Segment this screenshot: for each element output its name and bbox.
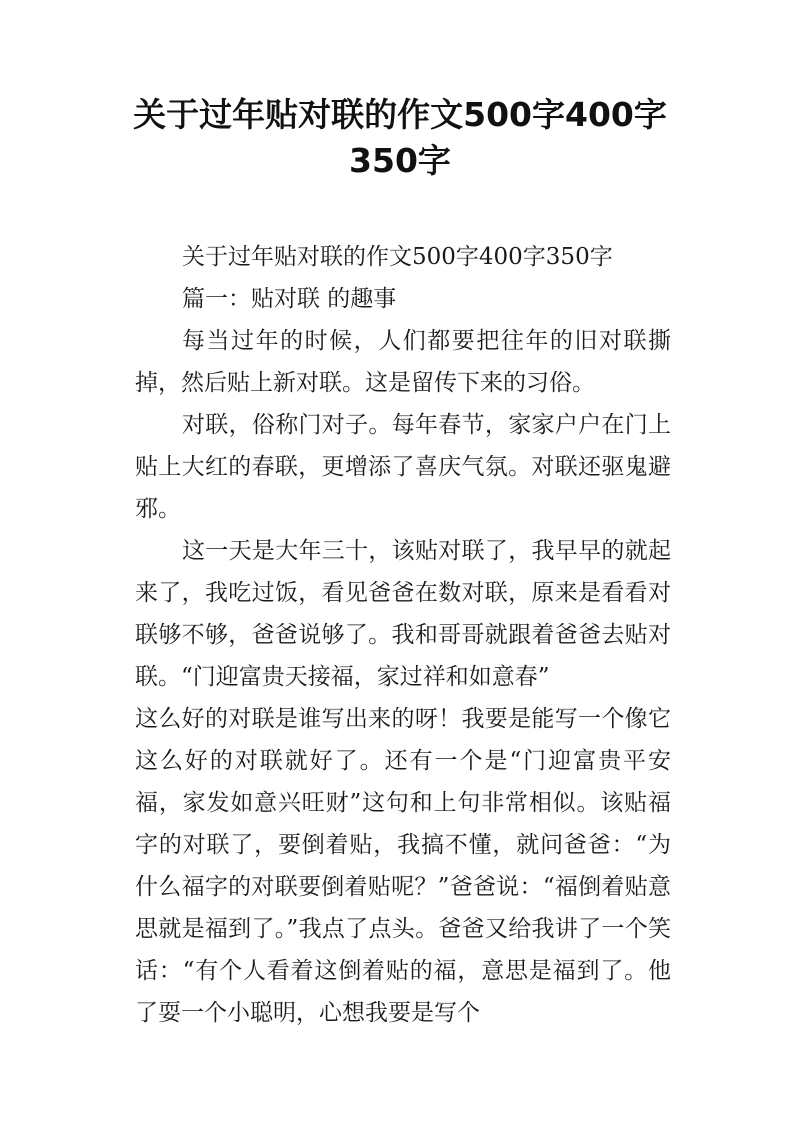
paragraph: 对联，俗称门对子。每年春节，家家户户在门上贴上大红的春联，更增添了喜庆气氛。对联还驱鬼避邪。 <box>135 412 671 522</box>
paragraph: 每当过年的时候，人们都要把往年的旧对联撕掉，然后贴上新对联。这是留传下来的习俗。 <box>135 328 671 396</box>
paragraph-heading: 关于过年贴对联的作文500字400字350字 <box>182 244 613 270</box>
paragraph-section-title: 篇一：贴对联 的趣事 <box>182 286 397 312</box>
paragraph: 这一天是大年三十，该贴对联了，我早早的就起来了，我吃过饭，看见爸爸在数对联，原来是看看对联够不够，爸爸说够了。我和哥哥就跟着爸爸去贴对联。“门迎富贵天接福，家过祥和如意春” <box>135 538 671 690</box>
document-body <box>135 236 671 1034</box>
document-title: 关于过年贴对联的作文500字400字350字 <box>133 95 667 180</box>
paragraph: 这么好的对联是谁写出来的呀！我要是能写一个像它这么好的对联就好了。还有一个是“门迎富贵平安福，家发如意兴旺财”这句和上句非常相似。该贴福字的对联了，要倒着贴，我搞不懂，就问爸爸：“为什么福字的对联要倒着贴呢？”爸爸说：“福倒着贴意思就是福到了。”我点了点头。爸爸又给我讲了一个笑话：“有个人看着这倒着贴的福，意思是福到了。他了耍一个小聪明，心想我要是写个 <box>135 706 671 1026</box>
